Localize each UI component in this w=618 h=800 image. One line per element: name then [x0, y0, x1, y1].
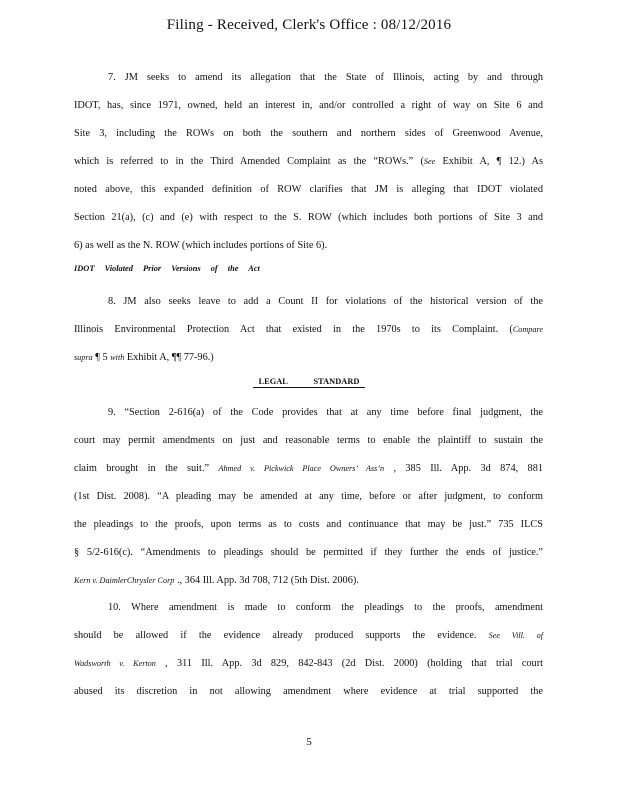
italic-citation: with	[110, 353, 125, 362]
text-run: ¶ 5	[92, 352, 111, 363]
paragraph-7	[74, 64, 543, 260]
text-run: 6) as well as the N. ROW (which includes portions of Site 6).	[74, 240, 328, 251]
italic-citation: See	[423, 157, 436, 166]
text-run: ., 364 Ill. App. 3d 708, 712 (5th Dist. 2006).	[174, 575, 359, 586]
text-run: claim brought in the suit.”	[74, 463, 219, 474]
text-line	[74, 204, 543, 232]
text-run: (1st Dist. 2008). “A pleading may be amended at any time, before or after judgment, to conform	[74, 491, 543, 502]
text-run: the pleadings to the proofs, upon terms as to costs and continuance that may be just.” 735 ILCS	[74, 519, 543, 530]
subheading-idot-violated: IDOT Violated Prior Versions of the Act	[74, 264, 260, 273]
italic-citation: Wadsworth v. Kerton	[74, 659, 156, 668]
text-line	[74, 622, 543, 650]
text-line	[74, 650, 543, 678]
text-run: Site 3, including the ROWs on both the southern and northern sides of Greenwood Avenue,	[74, 128, 543, 139]
text-line	[74, 455, 543, 483]
text-run: 7. JM seeks to amend its allegation that the State of Illinois, acting by and through	[108, 72, 543, 83]
italic-citation: supra	[74, 353, 93, 362]
legal-standard-heading	[0, 377, 618, 386]
paragraph-9	[74, 399, 543, 595]
text-line	[74, 567, 543, 595]
text-line	[74, 120, 543, 148]
text-run: Illinois Environmental Protection Act that existed in the 1970s to its Complaint. (	[74, 324, 513, 335]
text-run: 10. Where amendment is made to conform the pleadings to the proofs, amendment	[108, 602, 543, 613]
text-line	[74, 511, 543, 539]
text-run: noted above, this expanded definition of ROW clarifies that JM is alleging that IDOT violated	[74, 184, 543, 195]
paragraph-10	[74, 594, 543, 706]
text-line	[74, 148, 543, 176]
italic-citation: Compare	[512, 325, 543, 334]
text-run: , 385 Ill. App. 3d 874, 881	[384, 463, 543, 474]
text-run: abused its discretion in not allowing amendment where evidence at trial supported the	[74, 686, 543, 697]
text-run: Section 21(a), (c) and (e) with respect to the S. ROW (which includes both portions of Site 3 and	[74, 212, 543, 223]
text-line	[74, 92, 543, 120]
text-line	[74, 176, 543, 204]
text-run: , 311 Ill. App. 3d 829, 842-843 (2d Dist. 2000) (holding that trial court	[155, 658, 543, 669]
text-line	[74, 678, 543, 706]
italic-citation: Ahmed v. Pickwick Place Owners’ Ass’n	[218, 464, 385, 473]
filing-header: Filing - Received, Clerk's Office : 08/12/2016	[166, 17, 452, 33]
text-run: Exhibit A, ¶¶ 77-96.)	[124, 352, 214, 363]
text-run: should be allowed if the evidence already produced supports the evidence.	[74, 630, 489, 641]
text-line	[74, 539, 543, 567]
text-line	[74, 594, 543, 622]
text-line	[74, 316, 543, 344]
text-line	[74, 64, 543, 92]
page-number: 5	[306, 736, 312, 748]
legal-standard-text: LEGAL STANDARD	[253, 377, 366, 388]
text-run: IDOT, has, since 1971, owned, held an interest in, and/or controlled a right of way on Site 6 and	[74, 100, 543, 111]
text-run: which is referred to in the Third Amended Complaint as the “ROWs.” (	[74, 156, 424, 167]
text-run: Exhibit A, ¶ 12.) As	[435, 156, 543, 167]
text-run: § 5/2-616(c). “Amendments to pleadings should be permitted if they further the ends of justice.”	[74, 547, 543, 558]
paragraph-8	[74, 288, 543, 372]
text-run: 8. JM also seeks leave to add a Count II for violations of the historical version of the	[108, 296, 543, 307]
text-line	[74, 232, 543, 260]
italic-citation: Kern v. DaimlerChrysler Corp	[74, 576, 175, 585]
text-line	[74, 399, 543, 427]
text-run: court may permit amendments on just and reasonable terms to enable the plaintiff to sustain the	[74, 435, 543, 446]
text-line	[74, 288, 543, 316]
text-run: 9. “Section 2-616(a) of the Code provides that at any time before final judgment, the	[108, 407, 543, 418]
text-line	[74, 344, 543, 372]
text-line	[74, 427, 543, 455]
italic-citation: See Vill. of	[488, 631, 544, 640]
text-line	[74, 483, 543, 511]
